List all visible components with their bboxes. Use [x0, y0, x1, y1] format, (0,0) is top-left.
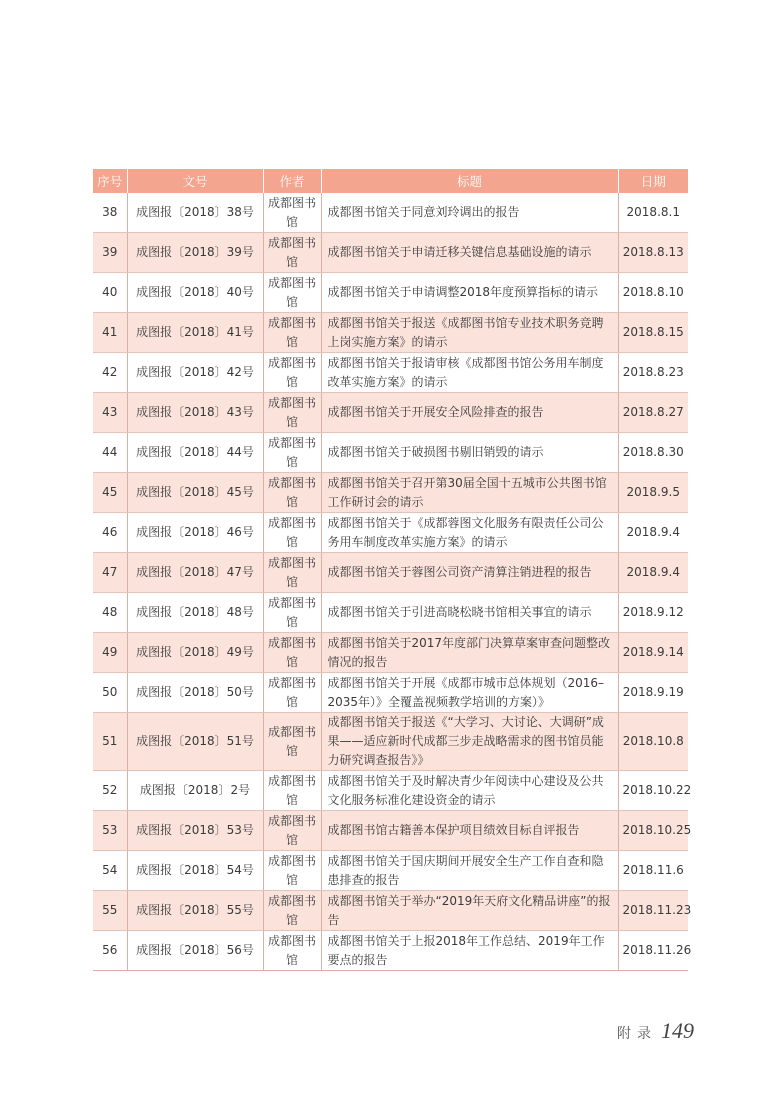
doc-number: 成图报〔2018〕56号 [127, 931, 263, 971]
table-row [93, 931, 688, 971]
row-author: 成都图书馆 [263, 593, 321, 633]
table-row [93, 713, 688, 771]
doc-number: 成图报〔2018〕50号 [127, 673, 263, 713]
doc-number: 成图报〔2018〕39号 [127, 233, 263, 273]
doc-number: 成图报〔2018〕53号 [127, 811, 263, 851]
table-row [93, 233, 688, 273]
table-body [93, 193, 692, 971]
row-author: 成都图书馆 [263, 393, 321, 433]
row-title: 成都图书馆关于及时解决青少年阅读中心建设及公共文化服务标准化建设资金的请示 [321, 771, 618, 811]
page-number: 149 [661, 1018, 694, 1043]
doc-number: 成图报〔2018〕48号 [127, 593, 263, 633]
row-date: 2018.9.14 [618, 633, 688, 673]
row-number: 51 [93, 713, 127, 771]
row-title: 成都图书馆关于报送《“大学习、大讨论、大调研”成果——适应新时代成都三步走战略需求的图书馆员能力研究调查报告》》 [321, 713, 618, 771]
header-date: 日期 [618, 169, 688, 193]
section-label: 附录 [617, 1026, 657, 1042]
row-date: 2018.9.12 [618, 593, 688, 633]
row-date: 2018.8.30 [618, 433, 688, 473]
row-date: 2018.8.27 [618, 393, 688, 433]
row-title: 成都图书馆关于破损图书剔旧销毁的请示 [321, 433, 618, 473]
row-title: 成都图书馆关于国庆期间开展安全生产工作自查和隐患排查的报告 [321, 851, 618, 891]
doc-number: 成图报〔2018〕42号 [127, 353, 263, 393]
row-author: 成都图书馆 [263, 353, 321, 393]
row-number: 39 [93, 233, 127, 273]
doc-number: 成图报〔2018〕46号 [127, 513, 263, 553]
row-author: 成都图书馆 [263, 673, 321, 713]
row-author: 成都图书馆 [263, 553, 321, 593]
row-number: 42 [93, 353, 127, 393]
row-number: 45 [93, 473, 127, 513]
row-number: 43 [93, 393, 127, 433]
row-number: 38 [93, 193, 127, 233]
row-number: 48 [93, 593, 127, 633]
row-date: 2018.11.23 [618, 891, 688, 931]
row-title: 成都图书馆关于2017年度部门决算草案审查问题整改情况的报告 [321, 633, 618, 673]
row-date: 2018.10.25 [618, 811, 688, 851]
row-title: 成都图书馆关于申请迁移关键信息基础设施的请示 [321, 233, 618, 273]
row-author: 成都图书馆 [263, 891, 321, 931]
table-row [93, 433, 688, 473]
row-author: 成都图书馆 [263, 513, 321, 553]
page-footer [617, 1018, 694, 1044]
doc-number: 成图报〔2018〕41号 [127, 313, 263, 353]
doc-number: 成图报〔2018〕45号 [127, 473, 263, 513]
row-author: 成都图书馆 [263, 313, 321, 353]
row-title: 成都图书馆古籍善本保护项目绩效目标自评报告 [321, 811, 618, 851]
row-title: 成都图书馆关于举办“2019年天府文化精品讲座”的报告 [321, 891, 618, 931]
header-title: 标题 [321, 169, 618, 193]
doc-number: 成图报〔2018〕51号 [127, 713, 263, 771]
row-author: 成都图书馆 [263, 713, 321, 771]
row-date: 2018.8.15 [618, 313, 688, 353]
table-row [93, 771, 688, 811]
header-num: 序号 [93, 169, 127, 193]
table-row [93, 273, 688, 313]
doc-number: 成图报〔2018〕44号 [127, 433, 263, 473]
row-date: 2018.8.1 [618, 193, 688, 233]
doc-number: 成图报〔2018〕43号 [127, 393, 263, 433]
table-row [93, 353, 688, 393]
row-title: 成都图书馆关于开展《成都市城市总体规划（2016–2035年）》全覆盖视频教学培训的方案）》 [321, 673, 618, 713]
table-row [93, 633, 688, 673]
doc-number: 成图报〔2018〕49号 [127, 633, 263, 673]
documents-table [93, 169, 692, 971]
row-date: 2018.10.22 [618, 771, 688, 811]
table-row [93, 513, 688, 553]
table-row [93, 193, 688, 233]
row-author: 成都图书馆 [263, 273, 321, 313]
doc-number: 成图报〔2018〕54号 [127, 851, 263, 891]
row-date: 2018.9.4 [618, 513, 688, 553]
row-date: 2018.10.8 [618, 713, 688, 771]
table-row [93, 473, 688, 513]
row-author: 成都图书馆 [263, 931, 321, 971]
table-row [93, 851, 688, 891]
row-number: 52 [93, 771, 127, 811]
row-author: 成都图书馆 [263, 193, 321, 233]
row-title: 成都图书馆关于报送《成都图书馆专业技术职务竞聘上岗实施方案》的请示 [321, 313, 618, 353]
row-title: 成都图书馆关于申请调整2018年度预算指标的请示 [321, 273, 618, 313]
row-title: 成都图书馆关于开展安全风险排查的报告 [321, 393, 618, 433]
row-date: 2018.8.13 [618, 233, 688, 273]
row-number: 44 [93, 433, 127, 473]
table-row [93, 313, 688, 353]
row-title: 成都图书馆关于蓉图公司资产清算注销进程的报告 [321, 553, 618, 593]
row-title: 成都图书馆关于报请审核《成都图书馆公务用车制度改革实施方案》的请示 [321, 353, 618, 393]
row-number: 53 [93, 811, 127, 851]
table-row [93, 593, 688, 633]
doc-number: 成图报〔2018〕55号 [127, 891, 263, 931]
row-number: 47 [93, 553, 127, 593]
row-number: 41 [93, 313, 127, 353]
row-number: 40 [93, 273, 127, 313]
doc-number: 成图报〔2018〕2号 [127, 771, 263, 811]
row-date: 2018.9.5 [618, 473, 688, 513]
row-number: 50 [93, 673, 127, 713]
row-date: 2018.11.26 [618, 931, 688, 971]
row-author: 成都图书馆 [263, 233, 321, 273]
table-row [93, 811, 688, 851]
row-number: 49 [93, 633, 127, 673]
row-date: 2018.8.10 [618, 273, 688, 313]
table-row [93, 393, 688, 433]
row-date: 2018.9.4 [618, 553, 688, 593]
table-row [93, 553, 688, 593]
row-author: 成都图书馆 [263, 851, 321, 891]
row-number: 54 [93, 851, 127, 891]
row-title: 成都图书馆关于引进高晓松晓书馆相关事宜的请示 [321, 593, 618, 633]
row-author: 成都图书馆 [263, 771, 321, 811]
row-title: 成都图书馆关于《成都蓉图文化服务有限责任公司公务用车制度改革实施方案》的请示 [321, 513, 618, 553]
row-author: 成都图书馆 [263, 633, 321, 673]
header-author: 作者 [263, 169, 321, 193]
row-number: 55 [93, 891, 127, 931]
doc-number: 成图报〔2018〕40号 [127, 273, 263, 313]
row-number: 46 [93, 513, 127, 553]
row-date: 2018.9.19 [618, 673, 688, 713]
doc-number: 成图报〔2018〕47号 [127, 553, 263, 593]
row-title: 成都图书馆关于上报2018年工作总结、2019年工作要点的报告 [321, 931, 618, 971]
doc-number: 成图报〔2018〕38号 [127, 193, 263, 233]
row-author: 成都图书馆 [263, 473, 321, 513]
table-row [93, 673, 688, 713]
row-date: 2018.11.6 [618, 851, 688, 891]
table-row [93, 891, 688, 931]
row-date: 2018.8.23 [618, 353, 688, 393]
row-author: 成都图书馆 [263, 433, 321, 473]
row-title: 成都图书馆关于同意刘玲调出的报告 [321, 193, 618, 233]
row-number: 56 [93, 931, 127, 971]
header-row [93, 169, 688, 193]
row-author: 成都图书馆 [263, 811, 321, 851]
header-doc: 文号 [127, 169, 263, 193]
row-title: 成都图书馆关于召开第30届全国十五城市公共图书馆工作研讨会的请示 [321, 473, 618, 513]
